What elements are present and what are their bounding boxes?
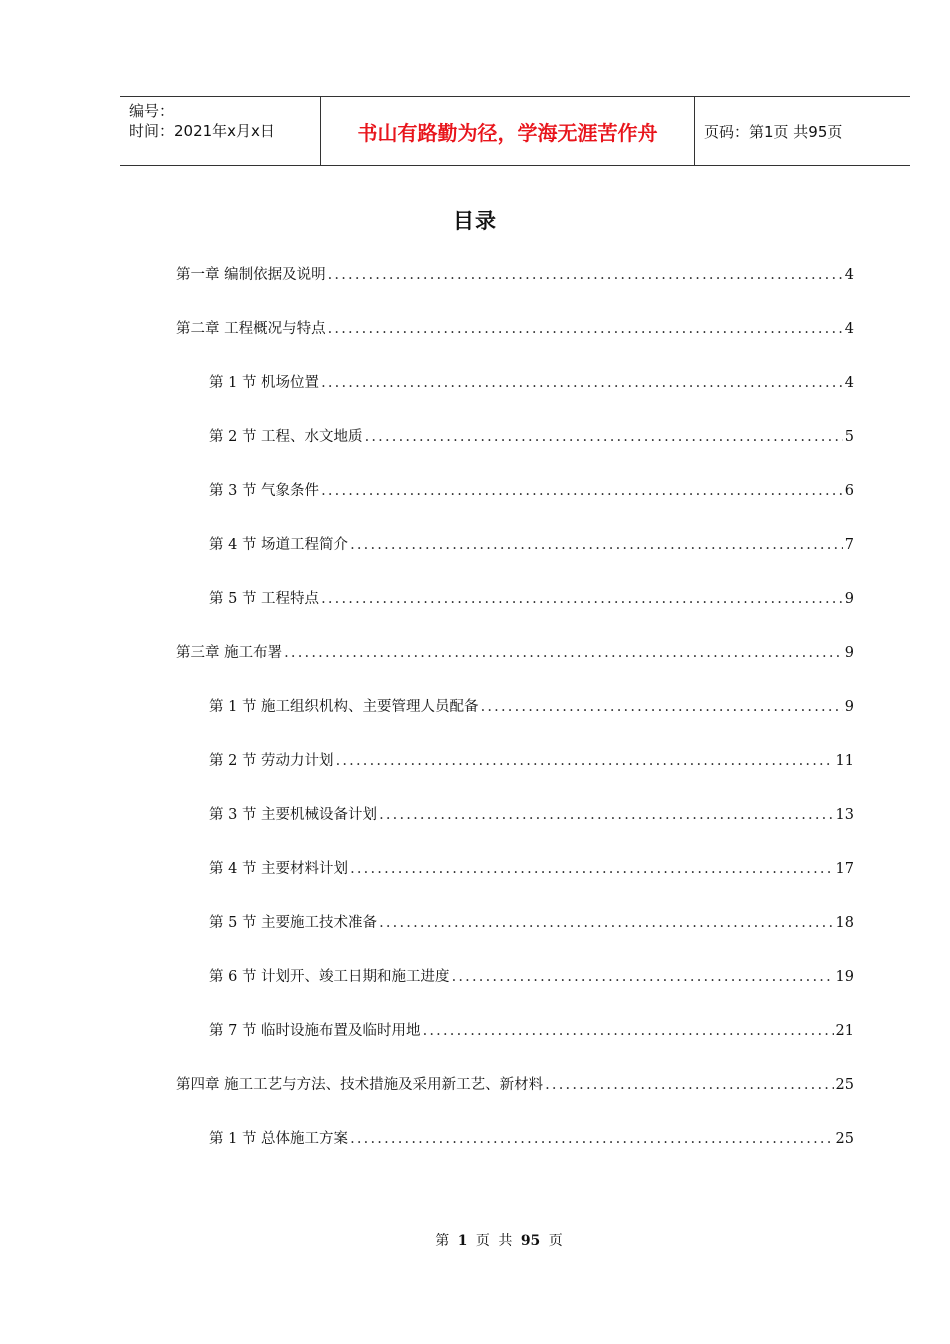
toc-entry[interactable] bbox=[176, 694, 854, 748]
toc-entry[interactable] bbox=[176, 802, 854, 856]
toc-entry[interactable] bbox=[176, 316, 854, 370]
toc-entry[interactable] bbox=[176, 532, 854, 586]
toc-leader-dots bbox=[481, 694, 843, 720]
toc-entry-label: 第 6 节 计划开、竣工日期和施工进度 bbox=[209, 969, 450, 985]
toc-entry[interactable] bbox=[176, 1018, 854, 1072]
toc-leader-dots bbox=[452, 964, 834, 990]
toc-entry[interactable] bbox=[176, 586, 854, 640]
toc-entry-label: 第 2 节 工程、水文地质 bbox=[209, 429, 363, 445]
toc-leader-dots bbox=[350, 1126, 833, 1152]
toc-entry[interactable] bbox=[176, 910, 854, 964]
toc-leader-dots bbox=[321, 370, 843, 396]
toc-entry-label: 第二章 工程概况与特点 bbox=[176, 321, 326, 337]
toc-leader-dots bbox=[321, 478, 843, 504]
table-of-contents bbox=[176, 262, 854, 1180]
footer-page-number: 1 bbox=[457, 1233, 468, 1249]
toc-leader-dots bbox=[545, 1072, 833, 1098]
header-page-info: 页码：第1页 共95页 bbox=[704, 122, 843, 141]
header-meta bbox=[120, 97, 321, 165]
toc-leader-dots bbox=[365, 424, 843, 450]
toc-entry-label: 第 2 节 劳动力计划 bbox=[209, 753, 334, 769]
footer-total-pages: 95 bbox=[520, 1233, 541, 1249]
toc-entry-label: 第 5 节 工程特点 bbox=[209, 591, 320, 607]
toc-entry[interactable] bbox=[176, 478, 854, 532]
toc-leader-dots bbox=[379, 910, 833, 936]
toc-leader-dots bbox=[379, 802, 833, 828]
toc-entry-page: 6 bbox=[844, 483, 854, 499]
toc-entry-label: 第 1 节 施工组织机构、主要管理人员配备 bbox=[209, 699, 479, 715]
toc-entry-label: 第 4 节 场道工程简介 bbox=[209, 537, 349, 553]
toc-leader-dots bbox=[350, 856, 833, 882]
toc-entry-label: 第 1 节 总体施工方案 bbox=[209, 1131, 349, 1147]
toc-entry-label: 第 5 节 主要施工技术准备 bbox=[209, 915, 378, 931]
toc-leader-dots bbox=[328, 262, 843, 288]
toc-entry-page: 9 bbox=[844, 645, 854, 661]
toc-entry[interactable] bbox=[176, 856, 854, 910]
toc-entry[interactable] bbox=[176, 1126, 854, 1180]
toc-entry-page: 7 bbox=[844, 537, 854, 553]
toc-entry-page: 19 bbox=[835, 969, 854, 985]
toc-entry-page: 11 bbox=[835, 753, 854, 769]
toc-entry-page: 18 bbox=[835, 915, 854, 931]
toc-entry[interactable] bbox=[176, 640, 854, 694]
document-time-label: 时间：2021年x月x日 bbox=[129, 122, 275, 140]
toc-entry[interactable] bbox=[176, 1072, 854, 1126]
toc-entry-page: 25 bbox=[835, 1131, 854, 1147]
toc-leader-dots bbox=[328, 316, 843, 342]
toc-entry[interactable] bbox=[176, 370, 854, 424]
toc-entry-label: 第三章 施工布署 bbox=[176, 645, 283, 661]
toc-entry-page: 17 bbox=[835, 861, 854, 877]
toc-entry-page: 4 bbox=[844, 267, 854, 283]
page-header bbox=[120, 96, 910, 166]
toc-entry-page: 5 bbox=[844, 429, 854, 445]
toc-entry-page: 25 bbox=[835, 1077, 854, 1093]
toc-leader-dots bbox=[350, 532, 843, 558]
footer-prefix: 第 bbox=[435, 1233, 450, 1249]
toc-entry-page: 13 bbox=[835, 807, 854, 823]
toc-entry[interactable] bbox=[176, 262, 854, 316]
document-number-label: 编号： bbox=[129, 102, 175, 120]
toc-entry-page: 4 bbox=[844, 375, 854, 391]
toc-entry[interactable] bbox=[176, 424, 854, 478]
toc-leader-dots bbox=[336, 748, 834, 774]
toc-title: 目录 bbox=[453, 209, 497, 233]
toc-entry-label: 第一章 编制依据及说明 bbox=[176, 267, 326, 283]
toc-entry-label: 第 7 节 临时设施布置及临时用地 bbox=[209, 1023, 421, 1039]
toc-entry[interactable] bbox=[176, 748, 854, 802]
header-slogan: 书山有路勤为径，学海无涯苦作舟 bbox=[321, 97, 695, 165]
toc-entry-label: 第 3 节 气象条件 bbox=[209, 483, 320, 499]
toc-entry-label: 第 3 节 主要机械设备计划 bbox=[209, 807, 378, 823]
toc-entry-label: 第四章 施工工艺与方法、技术措施及采用新工艺、新材料 bbox=[176, 1077, 544, 1093]
toc-leader-dots bbox=[284, 640, 843, 666]
toc-entry-label: 第 4 节 主要材料计划 bbox=[209, 861, 349, 877]
footer-suffix: 页 bbox=[548, 1233, 563, 1249]
toc-entry-page: 9 bbox=[844, 699, 854, 715]
toc-entry-label: 第 1 节 机场位置 bbox=[209, 375, 320, 391]
toc-entry[interactable] bbox=[176, 964, 854, 1018]
toc-entry-page: 4 bbox=[844, 321, 854, 337]
toc-leader-dots bbox=[423, 1018, 834, 1044]
toc-entry-page: 21 bbox=[835, 1023, 854, 1039]
toc-entry-page: 9 bbox=[844, 591, 854, 607]
page-footer bbox=[0, 1230, 950, 1250]
footer-middle: 页 共 bbox=[475, 1233, 513, 1249]
toc-leader-dots bbox=[321, 586, 843, 612]
